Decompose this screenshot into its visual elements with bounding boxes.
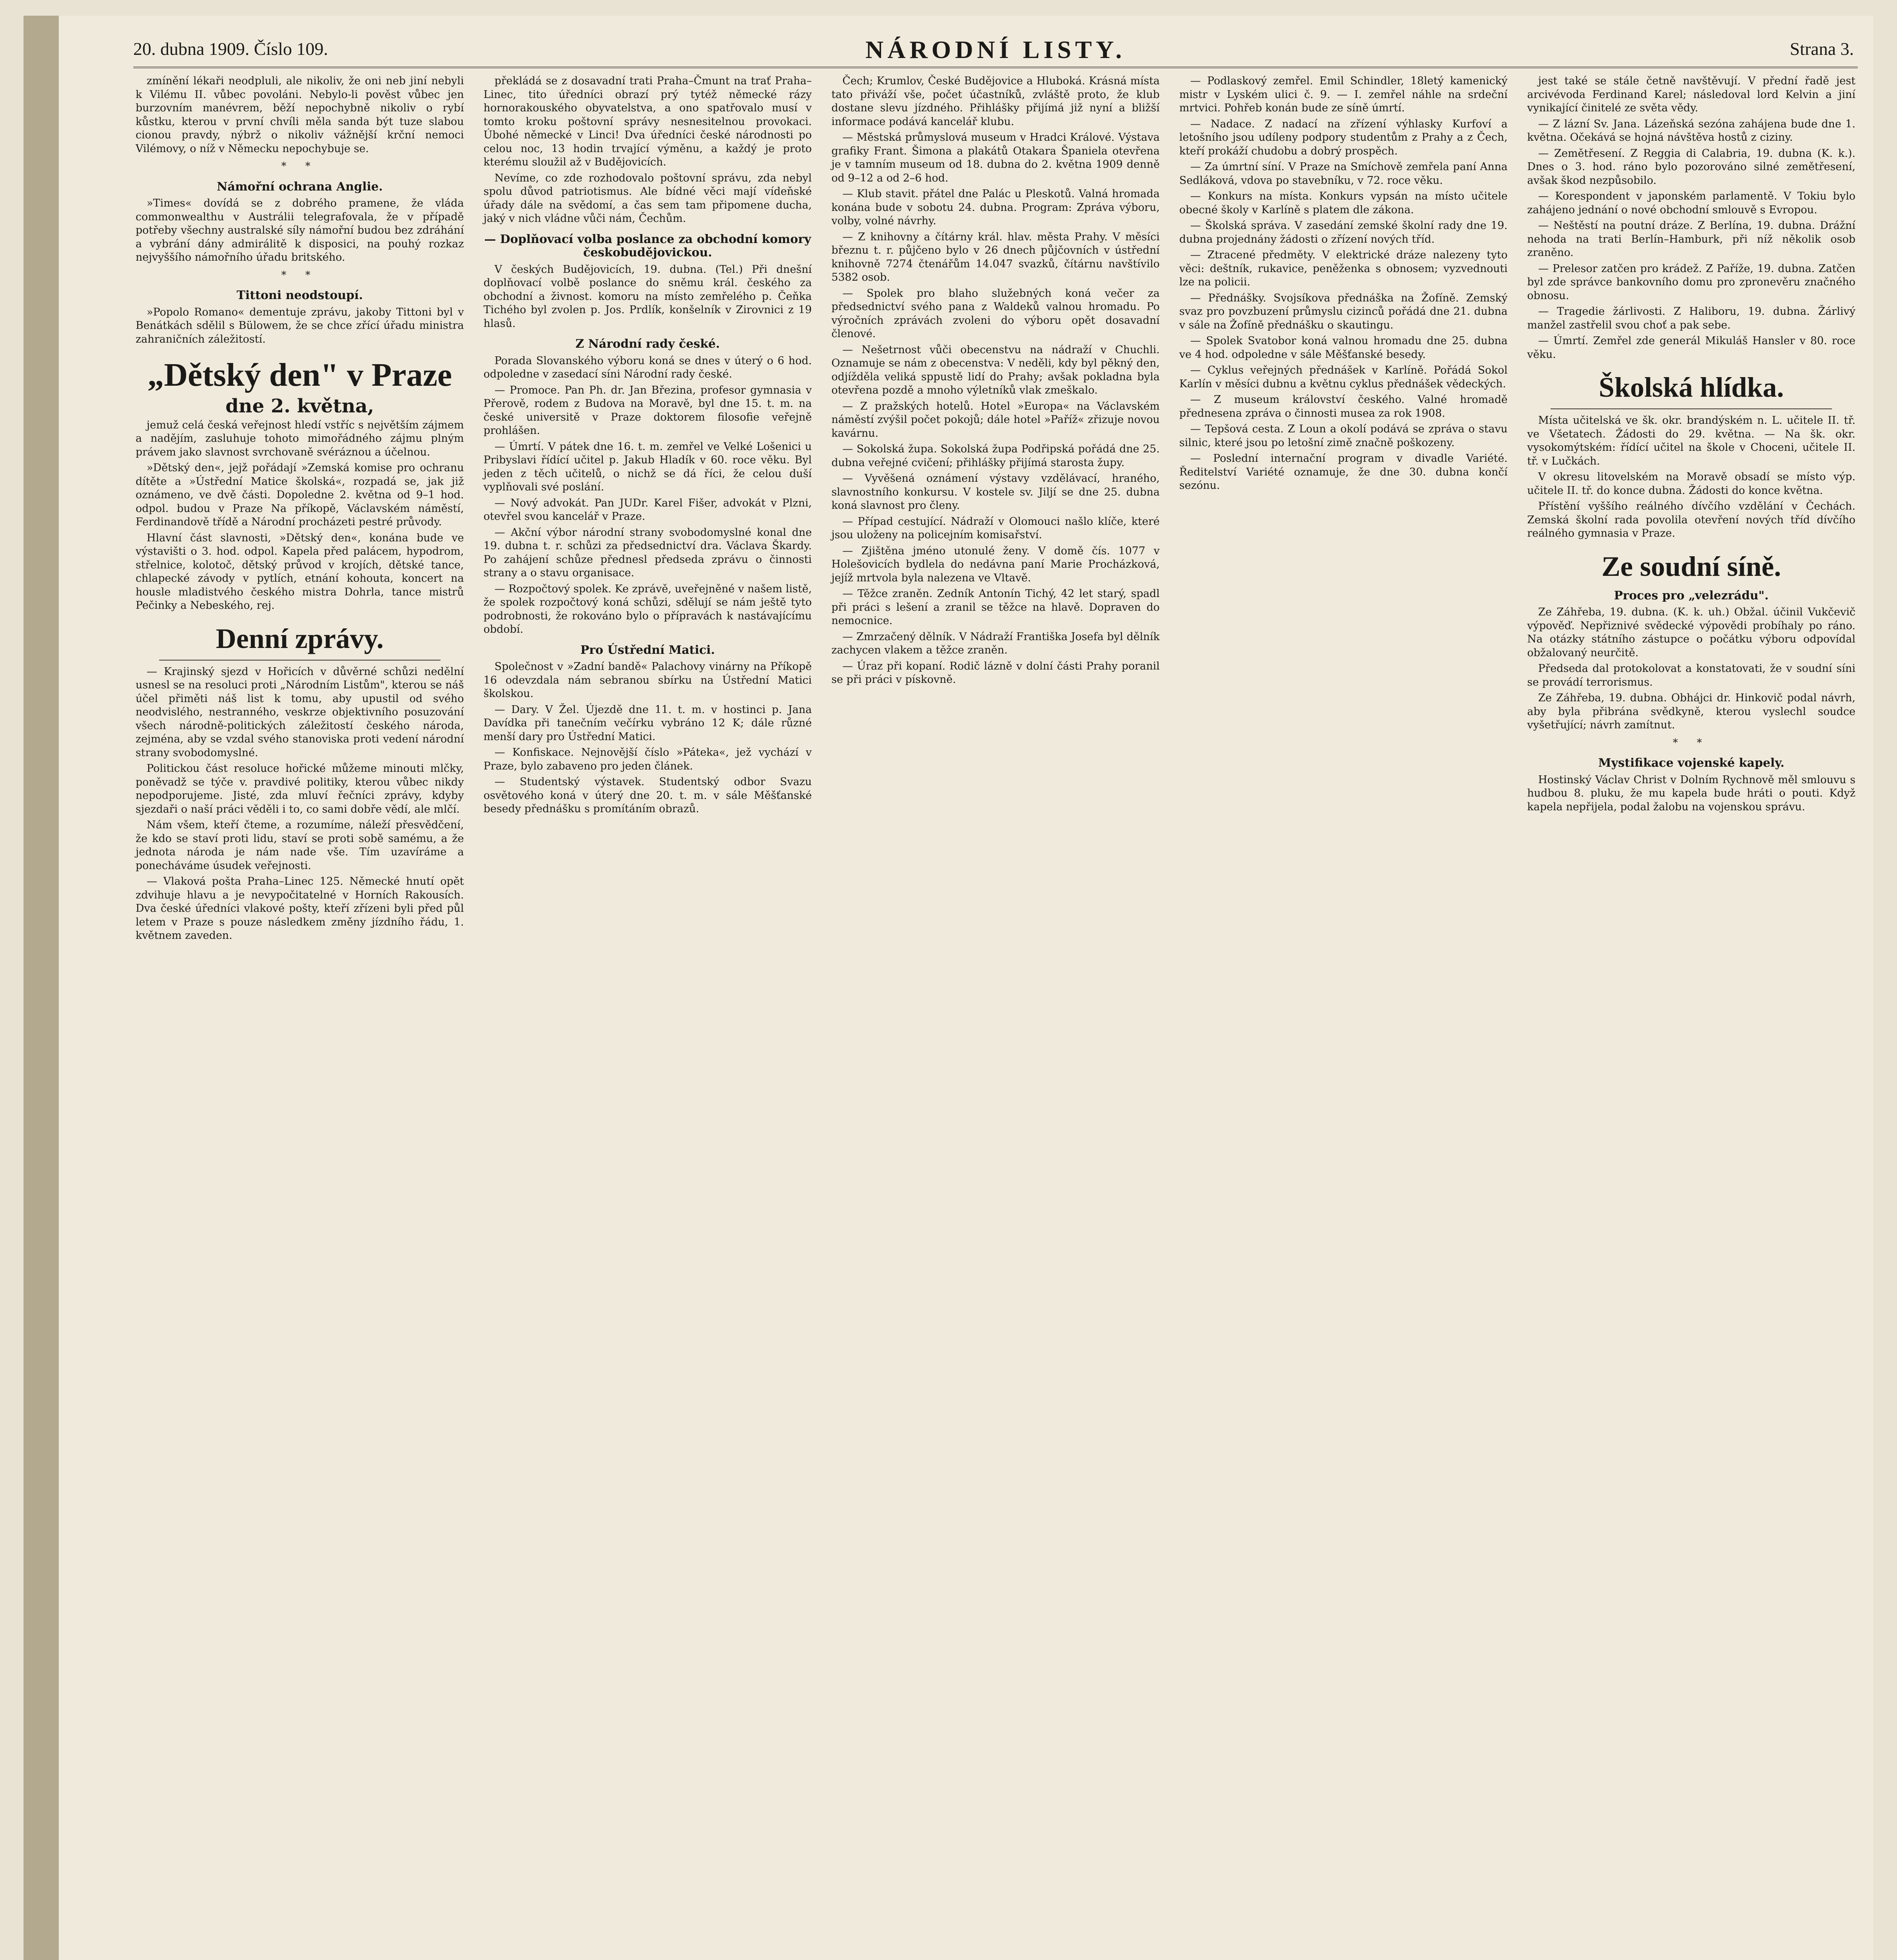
article-paragraph: Politickou část resoluce hořické můžeme minouti mlčky, poněvadž se týče v. pravdivé politiky, kterou vůbec nikdy nepodporujeme. Jisté, zda mluví řečníci zprávy, kdyby sjezdaři o naší práci věděli i to, co sami dobře vědí, ale mlčí. bbox=[136, 762, 464, 815]
article-paragraph: — Z museum království českého. Valné hromadě přednesena zpráva o činnosti musea za rok 1908. bbox=[1179, 394, 1508, 419]
newspaper-page bbox=[24, 16, 1873, 1960]
divider-stars: * * bbox=[281, 269, 318, 281]
article-paragraph: Nám všem, kteří čteme, a rozumíme, náleží přesvědčení, že kdo se staví proti lidu, staví se proti sobě samému, a že jednota národa je nám nade vše. Tím uzavíráme a ponecháváme úsudek veřejnosti. bbox=[136, 819, 464, 872]
masthead bbox=[133, 31, 1858, 68]
article-paragraph: — Tepšová cesta. Z Loun a okolí podává se zpráva o stavu silnic, které jsou po letošní zimě značně poškozeny. bbox=[1179, 423, 1508, 449]
article-paragraph: — Sokolská župa. Sokolská župa Podřipská pořádá dne 25. dubna veřejné cvičení; přihlášky přijímá starosta župy. bbox=[831, 443, 1160, 469]
divider-stars: * * bbox=[1673, 737, 1710, 749]
article-paragraph: Ze Záhřeba, 19. dubna. (K. k. uh.) Obžal. účinil Vukčevič výpověď. Nepřiznivé svědecké výpovědi probíhaly po ráno. Na otázky státního zástupce o počátku výboru odpovídal obžalovaný neurčitě. bbox=[1527, 606, 1855, 659]
article-heading: Pro Ústřední Matici. bbox=[580, 643, 715, 657]
article-paragraph: — Tragedie žárlivosti. Z Haliboru, 19. dubna. Žárlivý manžel zastřelil svou choť a pak sebe. bbox=[1527, 305, 1855, 331]
column-5 bbox=[1525, 74, 1858, 1960]
article-paragraph: Ze Záhřeba, 19. dubna. Obhájci dr. Hinkovič podal návrh, aby byla přibrána svědkyně, kterou vyslechl soudce vyšetřující; návrh zamítnut. bbox=[1527, 692, 1855, 731]
page-margin-bar bbox=[24, 16, 59, 1960]
article-paragraph: Hlavní část slavnosti, »Dětský den«, konána bude ve výstavišti o 3. hod. odpol. Kapela před palácem, hypodrom, střelnice, kolotoč, dětský průvod v krojích, dětské tance, chlapecké závody v pytlích, etnání kohouta, koncert na housle mladistvého českého mistra Dohrla, tance mistrů Pečinky a Nebeského, rej. bbox=[136, 532, 464, 612]
column-4 bbox=[1177, 74, 1510, 1960]
article-paragraph: Předseda dal protokolovat a konstatovati, že v soudní síni se provádí terrorismus. bbox=[1527, 662, 1855, 688]
article-paragraph: — Korespondent v japonském parlamentě. V Tokiu bylo zahájeno jednání o nové obchodní smlouvě s Evropou. bbox=[1527, 190, 1855, 216]
article-paragraph: — Cyklus veřejných přednášek v Karlíně. Pořádá Sokol Karlín v měsíci dubnu a květnu cyklus přednášek vědeckých. bbox=[1179, 364, 1508, 390]
column-3 bbox=[829, 74, 1162, 1960]
article-paragraph: jemuž celá česká veřejnost hledí vstříc s největším zájmem a nadějím, zasluhuje tohoto mimořádného zájmu plným právem jako slavnost svrchovaně svéráznou a účelnou. bbox=[136, 419, 464, 458]
article-paragraph: — Spolek Svatobor koná valnou hromadu dne 25. dubna ve 4 hod. odpoledne v sále Měšťanské besedy. bbox=[1179, 335, 1508, 361]
article-paragraph: — Nový advokát. Pan JUDr. Karel Fišer, advokát v Plzni, otevřel svou kancelář v Praze. bbox=[483, 497, 812, 523]
article-paragraph: Čech; Krumlov, České Budějovice a Hluboká. Krásná místa tato přiváží vše, počet účastníků, zvláště proto, že klub dostane slevu jízdného. Přihlášky přijímá již nyní a bližší informace podává kancelář klubu. bbox=[831, 75, 1160, 128]
article-paragraph: — Vyvěšená oznámení výstavy vzdělávací, hraného, slavnostního konkursu. V kostele sv. Jiljí se dne 25. dubna koná slavnost pro členy. bbox=[831, 472, 1160, 512]
article-paragraph: — Nadace. Z nadací na zřízení výhlasky Kurfoví a letošního jsou udíleny podpory studentům z Prahy a z Čech, kteří prokáží chudobu a dobrý prospěch. bbox=[1179, 118, 1508, 157]
article-paragraph: Hostinský Václav Christ v Dolním Rychnově měl smlouvu s hudbou 8. pluku, že mu kapela bude hráti o pouti. Když kapela nepřijela, podal žalobu na vojenskou správu. bbox=[1527, 773, 1855, 813]
article-paragraph: — Krajinský sjezd v Hořicích v důvěrné schůzi nedělní usnesl se na resoluci proti „Národním Listům", kterou se náš účel přiměti náš list k tomu, aby upustil od svého neodvislého, nestranného, veskrze objektivního posuzování všech národně-politických záležitostí českého národa, zejména, aby se vzdal svého stanoviska proti vedení národní strany svobodomyslné. bbox=[136, 665, 464, 759]
article-paragraph: »Dětský den«, jejž pořádají »Zemská komise pro ochranu dítěte a »Ústřední Matice školská«, rozpadá se, jak již oznámeno, ve dvě části. Dopoledne 2. května od 9–1 hod. odpol. budou v Praze Na příkopě, Václavském náměstí, Ferdinandově třídě a Národní procházeti pestré průvody. bbox=[136, 462, 464, 528]
article-paragraph: — Nešetrnost vůči obecenstvu na nádraží v Chuchli. Oznamuje se nám z obecenstva: V neděli, kdy byl pěkný den, odjížděla veliká sppustě lidí do Prahy; avšak pokladna byla otevřena pozdě a mnoho výletníků vlak zmeškalo. bbox=[831, 343, 1160, 396]
article-paragraph: Společnost v »Zadní bandě« Palachovy vinárny na Příkopě 16 odevzdala nám sebranou sbírku na Ústřední Matici školskou. bbox=[483, 661, 812, 700]
article-paragraph: V okresu litovelském na Moravě obsadí se místo výp. učitele II. tř. do konce dubna. Žádosti do konce května. bbox=[1527, 471, 1855, 497]
article-paragraph: — Poslední internační program v divadle Variété. Ředitelství Variété oznamuje, že dne 30. dubna končí sezónu. bbox=[1179, 452, 1508, 492]
feature-subheadline: dne 2. května, bbox=[225, 395, 374, 417]
article-paragraph: — Akční výbor národní strany svobodomyslné konal dne 19. dubna t. r. schůzi za předsednictví dra. Václava Škardy. Po zahájení schůze přednesl předseda zprávu o činnosti strany a o stavu organisace. bbox=[483, 526, 812, 579]
article-paragraph: — Spolek pro blaho služebných koná večer za předsednictví svého pana z Waldeků valnou hromadu. Po výročních zprávách zvoleni do výboru opět dosavadní členové. bbox=[831, 287, 1160, 340]
article-paragraph: — Úraz při kopaní. Rodič lázně v dolní části Prahy poranil se při práci v pískovně. bbox=[831, 660, 1160, 686]
article-paragraph: Porada Slovanského výboru koná se dnes v úterý o 6 hod. odpoledne v zasedací síni Národní rady české. bbox=[483, 354, 812, 380]
article-paragraph: Místa učitelská ve šk. okr. brandýském n. L. učitele II. tř. ve Všetatech. Žádosti do 29. května. — Na šk. okr. vysokomýtském: řídící učitel na škole v Choceni, učitele II. tř. v Lučkách. bbox=[1527, 414, 1855, 467]
article-paragraph: — Z lázní Sv. Jana. Lázeňská sezóna zahájena bude dne 1. května. Očekává se hojná návštěva hostů z ciziny. bbox=[1527, 118, 1855, 143]
section-headline: Denní zprávy. bbox=[216, 622, 384, 654]
page-number: Strana 3. bbox=[1790, 39, 1854, 59]
article-paragraph: — Konfiskace. Nejnovější číslo »Páteka«, jež vychází v Praze, bylo zabaveno pro jeden článek. bbox=[483, 746, 812, 772]
article-paragraph: zmínění lékaři neodpluli, ale nikoliv, že oni neb jiní nebyli k Vilému II. vůbec povoláni. Nebylo-li pověst vůbec jen burzovním manévrem, běží nepochybně nikoliv o rybí kůstku, kterou v první chvíli měla sanda být tuze slabou cionou pravdy, nýbrž o nikoliv vážnější krční nemoci Vilémovy, o níž v Německu nepochybuje se. bbox=[136, 75, 464, 155]
article-paragraph: — Za úmrtní síní. V Praze na Smíchově zemřela paní Anna Sedláková, vdova po stavebníku, v 72. roce věku. bbox=[1179, 161, 1508, 187]
article-paragraph: — Úmrtí. V pátek dne 16. t. m. zemřel ve Velké Lošenici u Pribyslavi řídící učitel p. Jakub Hladík v 60. roce věku. Byl jeden z těch učitelů, o nichž se dá říci, že celou duší vyplňovali své poslání. bbox=[483, 440, 812, 493]
article-paragraph: — Z pražských hotelů. Hotel »Europa« na Václavském náměstí zvýšil počet pokojů; dále hotel »Paříž« zřizuje novou kavárnu. bbox=[831, 400, 1160, 439]
article-paragraph: — Těžce zraněn. Zedník Antonín Tichý, 42 let starý, spadl při práci s lešení a zranil se těžce na hlavě. Dopraven do nemocnice. bbox=[831, 588, 1160, 627]
article-paragraph: — Neštěstí na poutní dráze. Z Berlína, 19. dubna. Drážní nehoda na trati Berlín–Hamburk, při níž několik osob zraněno. bbox=[1527, 220, 1855, 259]
article-paragraph: jest také se stále četně navštěvují. V přední řadě jest arcivévoda Ferdinand Karel; následoval lord Kelvin a jiní vynikající činitelé ze světa vědy. bbox=[1527, 75, 1855, 114]
issue-date: 20. dubna 1909. Číslo 109. bbox=[133, 39, 328, 59]
article-paragraph: »Popolo Romano« dementuje zprávu, jakoby Tittoni byl v Benátkách sdělil s Bülowem, že se chce zřící úřadu ministra zahraničních záležitostí. bbox=[136, 306, 464, 345]
article-paragraph: Přístění vyššího reálného dívčího vzdělání v Čechách. Zemská školní rada povolila otevření nových tříd dívčího reálného gymnasia v Praze. bbox=[1527, 500, 1855, 539]
section-rule bbox=[1551, 408, 1832, 409]
article-columns bbox=[133, 74, 1858, 1960]
article-paragraph: — Zjištěna jméno utonulé ženy. V domě čís. 1077 v Holešovicích bydlela do nedávna paní Marie Procházková, jejíž mrtvola byla nalezena ve Vltavě. bbox=[831, 544, 1160, 584]
section-headline: Školská hlídka. bbox=[1599, 372, 1784, 403]
article-paragraph: — Případ cestující. Nádraží v Olomouci našlo klíče, které jsou uloženy na policejním komisařství. bbox=[831, 515, 1160, 541]
article-paragraph: — Promoce. Pan Ph. dr. Jan Březina, profesor gymnasia v Přerově, rodem z Budova na Moravě, byl dne 15. t. m. na české universitě v Praze doktorem filosofie veřejně prohlášen. bbox=[483, 384, 812, 437]
article-paragraph: — Rozpočtový spolek. Ke zprávě, uveřejněné v našem listě, že spolek rozpočtový koná schůzi, sdělují se nám ještě tyto podrobnosti, že rokováno bylo o přípravách k nastávajícímu období. bbox=[483, 583, 812, 635]
article-paragraph: — Studentský výstavek. Studentský odbor Svazu osvětového koná v úterý dne 20. t. m. v sále Měšťanské besedy přednášku s promítáním obrazů. bbox=[483, 776, 812, 815]
article-paragraph: — Úmrtí. Zemřel zde generál Mikuláš Hansler v 80. roce věku. bbox=[1527, 335, 1855, 361]
article-paragraph: V českých Budějovicích, 19. dubna. (Tel.) Při dnešní doplňovací volbě poslance do sněmu král. českého za obchodní a živnost. komoru na místo zemřelého p. Čeňka Tichého byl zvolen p. Jos. Prdlík, konšelník v Zirovnici z 19 hlasů. bbox=[483, 263, 812, 330]
article-heading: — Doplňovací volba poslance za obchodní komory českobudějovickou. bbox=[484, 232, 811, 260]
section-rule bbox=[159, 660, 441, 661]
article-paragraph: »Times« dovídá se z dobrého pramene, že vláda commonwealthu v Austrálii telegrafovala, že v případě potřeby všechny australské síly námořní budou bez zdráhání a vybrání dány admirálitě k disposici, na pouhý rozkaz nejvyššího námořního úřadu britského. bbox=[136, 197, 464, 263]
article-paragraph: — Vlaková pošta Praha–Linec 125. Německé hnutí opět zdvihuje hlavu a je nevypočitatelné v Horních Rakousích. Dva české úředníci vlakové pošty, kteří zřízeni byli před půl letem v Praze s pouze následkem změny jízdního řádu, 1. květnem zaveden. bbox=[136, 875, 464, 942]
article-paragraph: — Prelesor zatčen pro krádež. Z Paříže, 19. dubna. Zatčen byl zde správce bankovního domu pro zpronevěru značného obnosu. bbox=[1527, 262, 1855, 302]
article-paragraph: překládá se z dosavadní trati Praha–Čmunt na trať Praha–Linec, tito úředníci obrazí prý tytéž německé rázy hornorakouského obyvatelstva, a ono spatřovalo musí v tomto kroku poštovní správy nesnesitelnou provokaci. Úbohé německé v Linci! Dva úředníci české národnosti po celou noc, 13 hodin trvající výměnu, a každý je proto kterému sloužil až v Budějovicích. bbox=[483, 75, 812, 168]
article-heading: Z Národní rady české. bbox=[575, 337, 720, 351]
article-heading: Tittoni neodstoupí. bbox=[236, 289, 363, 302]
feature-headline: „Dětský den" v Praze bbox=[147, 357, 452, 393]
article-paragraph: — Přednášky. Svojsíkova přednáška na Žofíně. Zemský svaz pro povzbuzení průmyslu cizinců pořádá dne 21. dubna v sále na Žofíně přednášku o skautingu. bbox=[1179, 292, 1508, 331]
article-paragraph: — Konkurs na místa. Konkurs vypsán na místo učitele obecné školy v Karlíně s platem dle zákona. bbox=[1179, 190, 1508, 216]
article-heading: Námořní ochrana Anglie. bbox=[217, 180, 383, 194]
section-headline: Ze soudní síně. bbox=[1601, 550, 1781, 582]
article-paragraph: — Klub stavit. přátel dne Palác u Pleskotů. Valná hromada konána bude v sobotu 24. dubna. Program: Zpráva výboru, volby, volné návrhy. bbox=[831, 188, 1160, 227]
article-paragraph: — Zmrzačený dělník. V Nádraží Františka Josefa byl dělník zachycen vlakem a těžce zraněn. bbox=[831, 630, 1160, 656]
article-paragraph: — Městská průmyslová museum v Hradci Králové. Výstava grafiky Frant. Šimona a plakátů Otakara Španiela otevřena je v tamním museum od 18. dubna do 2. května 1909 denně od 9–12 a od 2–6 hod. bbox=[831, 131, 1160, 184]
article-paragraph: Nevíme, co zde rozhodovalo poštovní správu, zda nebyl spolu důvod patriotismus. Ale bídné věci mají vídeňské úřady dále na svědomí, a čas sem tam připomene ducha, jaký v nich vládne vůči nám, Čechům. bbox=[483, 172, 812, 225]
article-heading: Proces pro „velezrádu". bbox=[1614, 588, 1769, 603]
article-paragraph: — Dary. V Žel. Újezdě dne 11. t. m. v hostinci p. Jana Davídka při tanečním večírku vybráno 12 K; dále různé menší dary pro Ústřední Matici. bbox=[483, 703, 812, 743]
article-paragraph: — Školská správa. V zasedání zemské školní rady dne 19. dubna projednány žádosti o zřízení nových tříd. bbox=[1179, 220, 1508, 245]
article-paragraph: — Ztracené předměty. V elektrické dráze nalezeny tyto věci: deštník, rukavice, peněženka s obnosem; vyzvednouti lze na policii. bbox=[1179, 249, 1508, 288]
column-2 bbox=[481, 74, 814, 1960]
article-paragraph: — Z knihovny a čítárny král. hlav. města Prahy. V měsíci březnu t. r. půjčeno bylo v 26 dnech půjčovních v ústřední knihovně 7274 čtenářům 14.047 svazků, čítárnu navštívilo 5382 osob. bbox=[831, 230, 1160, 283]
newspaper-title: NÁRODNÍ LISTY. bbox=[865, 36, 1126, 64]
article-paragraph: — Podlaskový zemřel. Emil Schindler, 18letý kamenický mistr v Lyském ulici č. 9. — I. zemřel náhle na srdeční mrtvici. Pohřeb konán bude ze síně úmrtí. bbox=[1179, 75, 1508, 114]
column-1 bbox=[133, 74, 466, 1960]
article-paragraph: — Zemětřesení. Z Reggia di Calabria, 19. dubna (K. k.). Dnes o 3. hod. ráno bylo pozorováno silné zemětřesení, avšak škod nezpůsobilo. bbox=[1527, 147, 1855, 187]
article-heading: Mystifikace vojenské kapely. bbox=[1598, 756, 1785, 770]
divider-stars: * * bbox=[281, 160, 318, 172]
